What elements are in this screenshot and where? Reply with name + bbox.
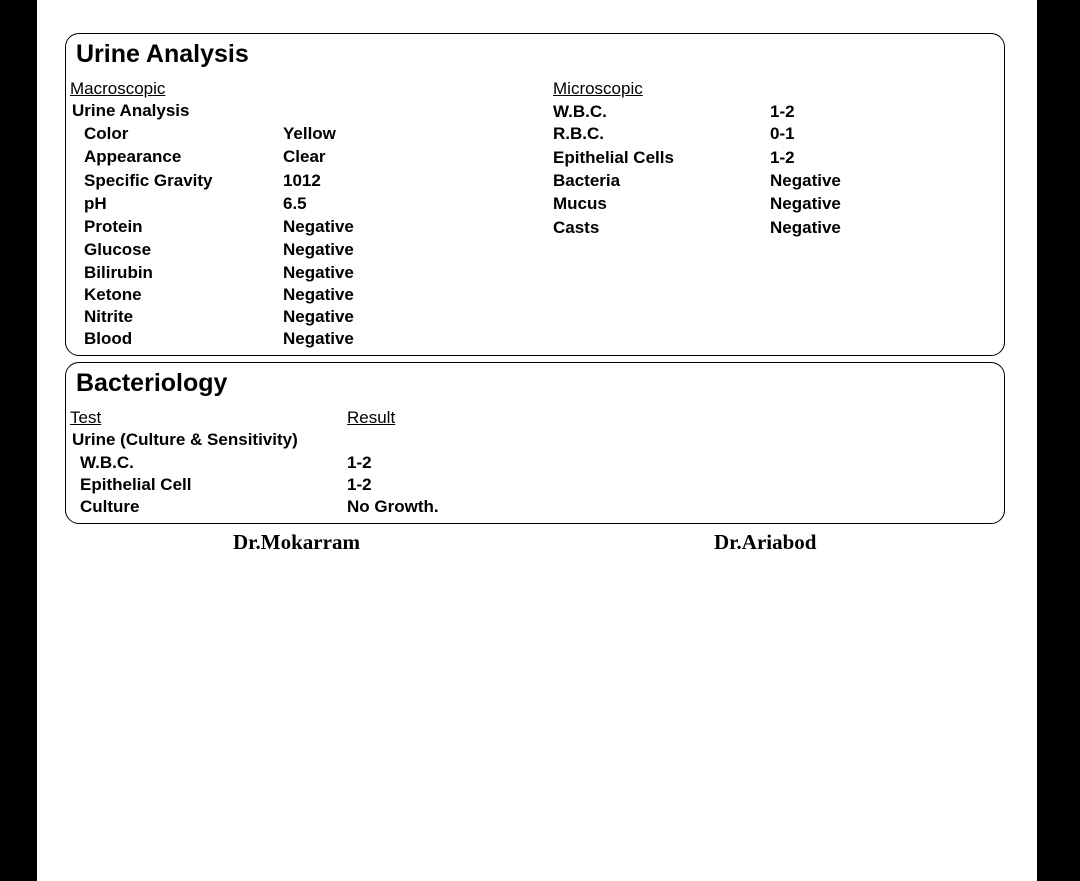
- result-column-header: Result: [347, 408, 396, 427]
- bact-value: 1-2: [347, 475, 372, 494]
- bact-label: W.B.C.: [80, 453, 134, 472]
- bact-value: No Growth.: [347, 497, 439, 516]
- macro-label: Glucose: [84, 240, 152, 259]
- macro-value: Negative: [283, 307, 354, 326]
- macro-label: Color: [84, 124, 129, 143]
- macro-value: Negative: [283, 285, 354, 304]
- test-column-header: Test: [70, 408, 102, 427]
- macro-value: Negative: [283, 217, 354, 236]
- micro-label: Epithelial Cells: [553, 148, 674, 167]
- urine-analysis-section: [65, 33, 1005, 356]
- test-group-name: Urine (Culture & Sensitivity): [72, 430, 298, 449]
- bacteriology-title: Bacteriology: [76, 369, 228, 397]
- macro-label: Ketone: [84, 285, 142, 304]
- macro-value: 6.5: [283, 194, 307, 213]
- microscopic-heading: Microscopic: [553, 79, 643, 98]
- signature-right: Dr.Ariabod: [714, 530, 817, 554]
- signature-left: Dr.Mokarram: [233, 530, 360, 554]
- macro-value: Clear: [283, 147, 326, 166]
- macro-label: Specific Gravity: [84, 171, 213, 190]
- micro-value: 1-2: [770, 148, 795, 167]
- macro-value: 1012: [283, 171, 321, 190]
- macro-label: Appearance: [84, 147, 182, 166]
- micro-label: Mucus: [553, 194, 607, 213]
- micro-value: Negative: [770, 171, 841, 190]
- macro-label: pH: [84, 194, 107, 213]
- macro-value: Negative: [283, 329, 354, 348]
- bact-label: Culture: [80, 497, 140, 516]
- macroscopic-subheading: Urine Analysis: [72, 101, 190, 120]
- macro-label: Protein: [84, 217, 143, 236]
- bact-label: Epithelial Cell: [80, 475, 192, 494]
- micro-value: 0-1: [770, 124, 795, 143]
- macro-value: Negative: [283, 240, 354, 259]
- micro-value: 1-2: [770, 102, 795, 121]
- micro-label: W.B.C.: [553, 102, 607, 121]
- bact-value: 1-2: [347, 453, 372, 472]
- report-page: [37, 0, 1037, 881]
- micro-value: Negative: [770, 218, 841, 237]
- micro-label: R.B.C.: [553, 124, 604, 143]
- macroscopic-heading: Macroscopic: [70, 79, 166, 98]
- macro-value: Yellow: [283, 124, 336, 143]
- macro-label: Bilirubin: [84, 263, 153, 282]
- micro-value: Negative: [770, 194, 841, 213]
- macro-value: Negative: [283, 263, 354, 282]
- macro-label: Blood: [84, 329, 133, 348]
- macro-label: Nitrite: [84, 307, 134, 326]
- micro-label: Casts: [553, 218, 600, 237]
- urine-analysis-title: Urine Analysis: [76, 40, 249, 68]
- bacteriology-section: [65, 362, 1005, 524]
- micro-label: Bacteria: [553, 171, 621, 190]
